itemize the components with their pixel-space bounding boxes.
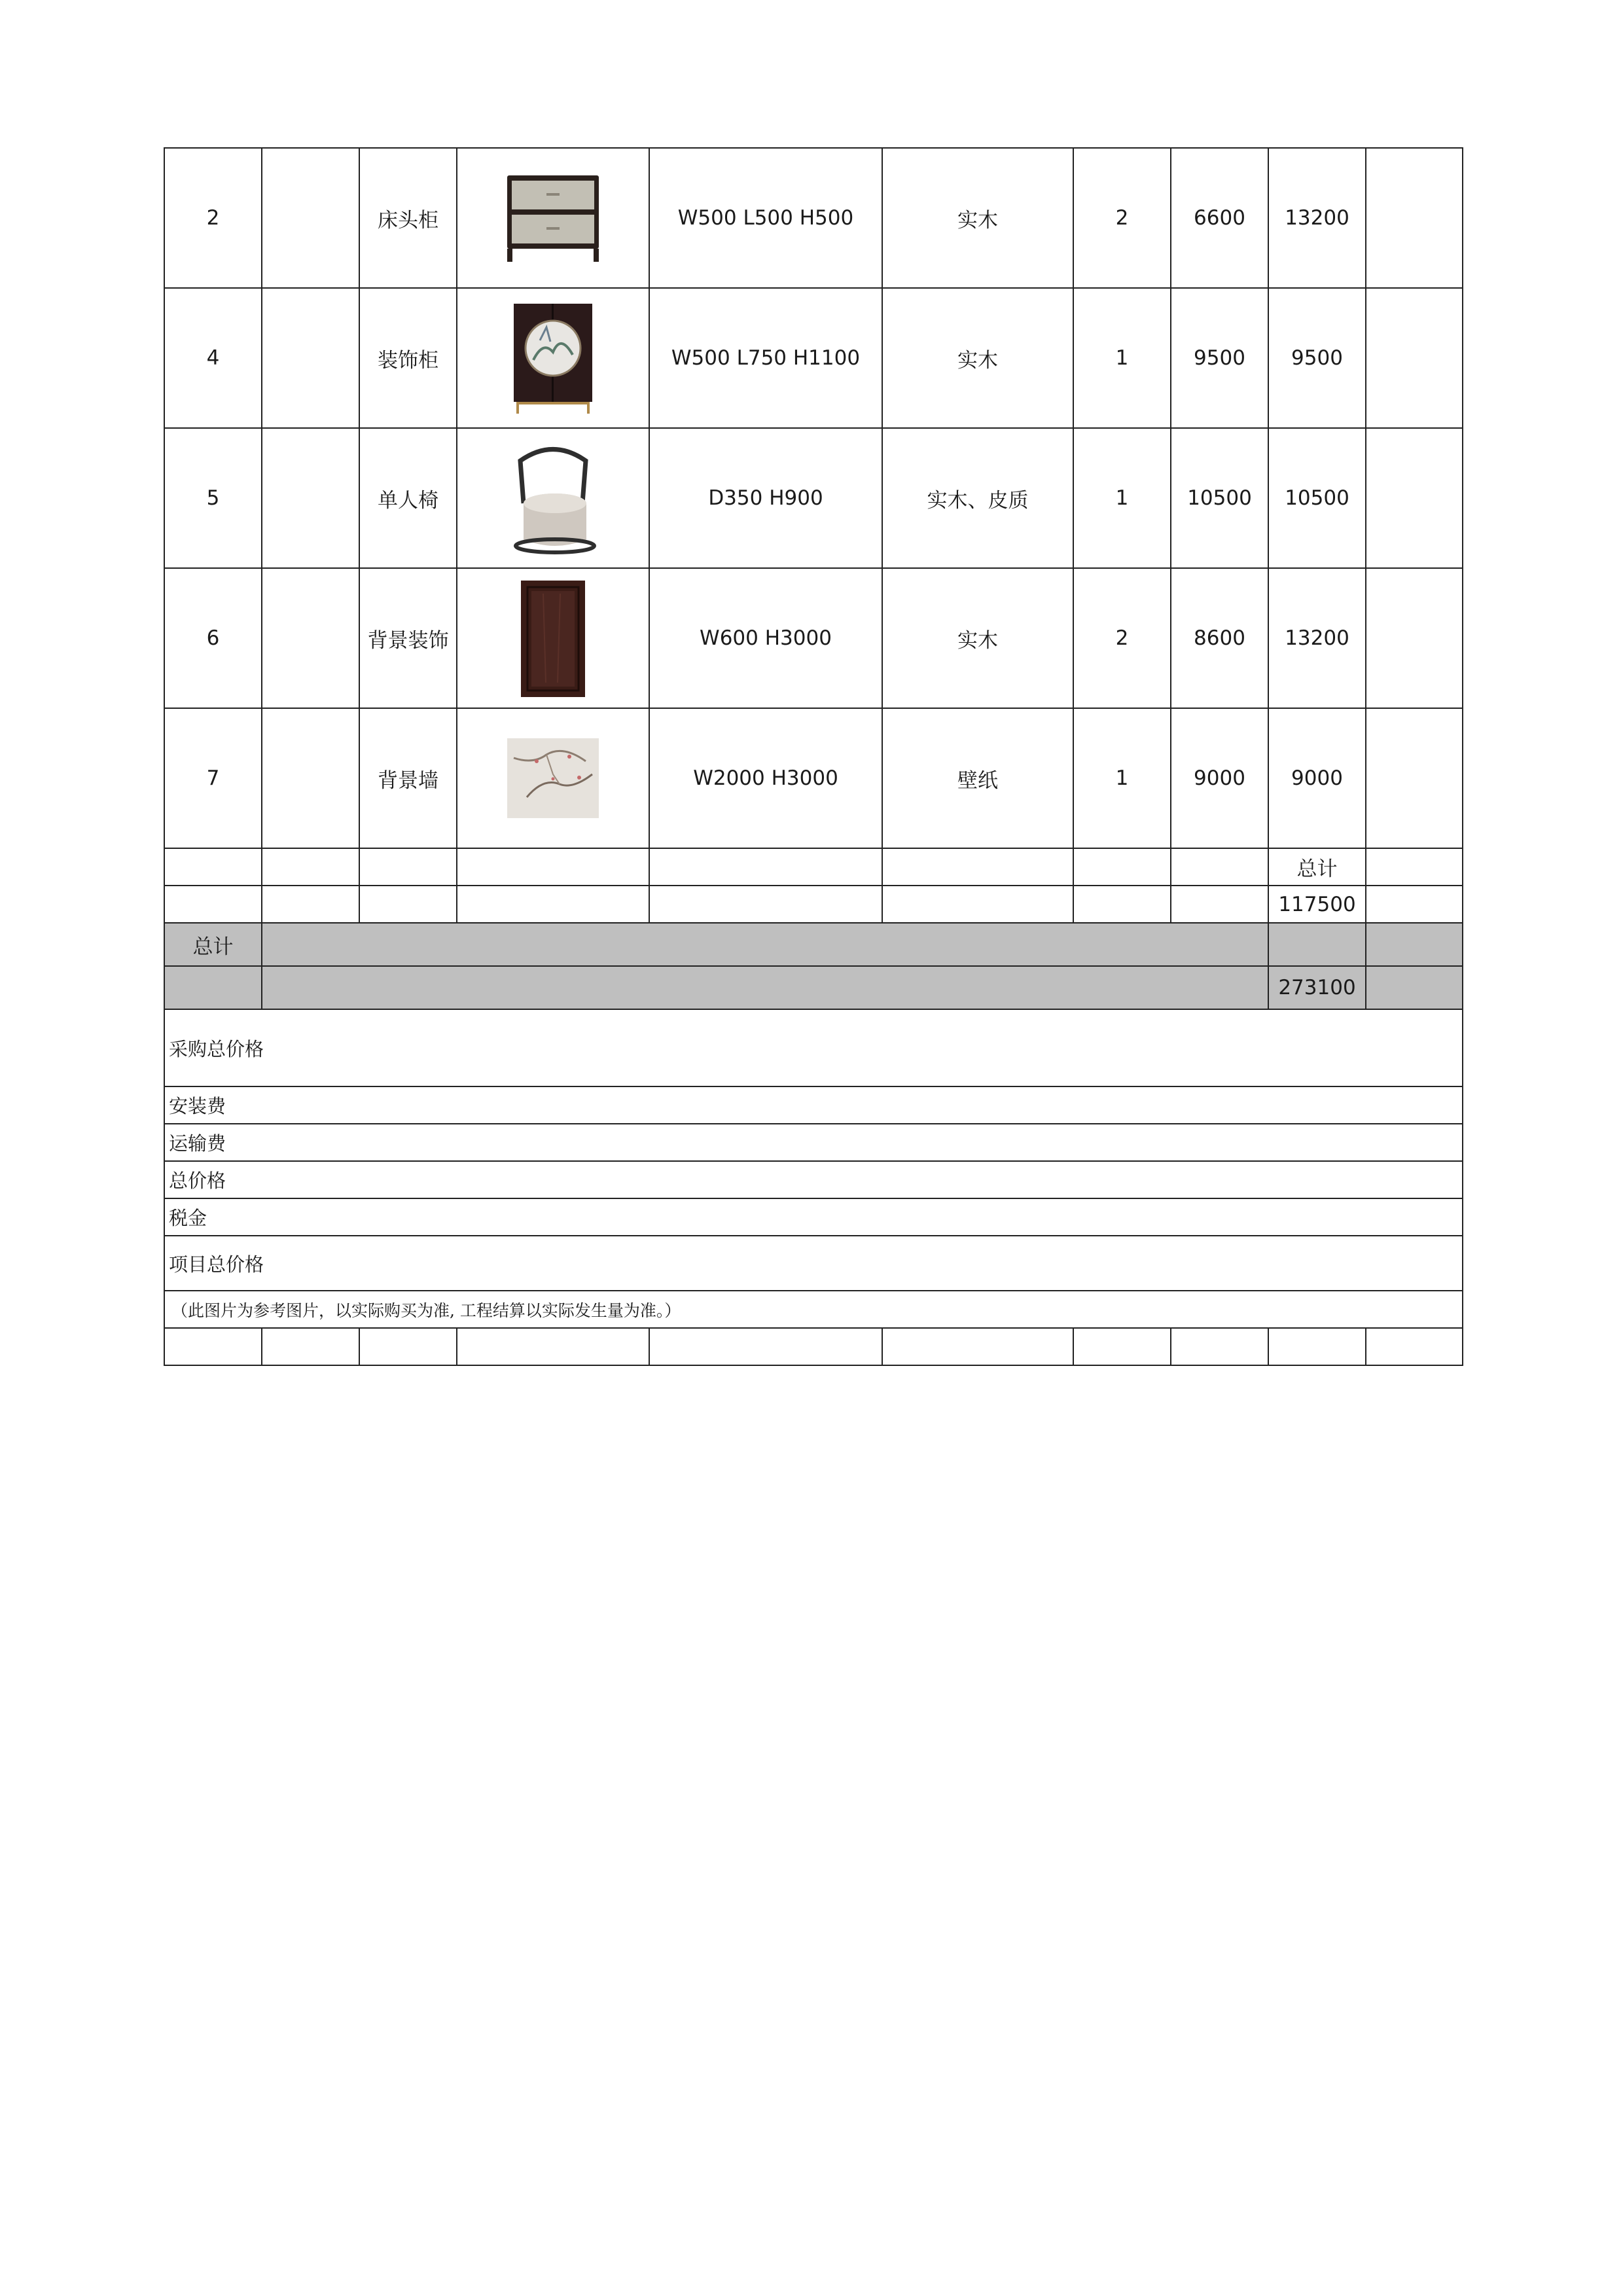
empty-cell (1366, 848, 1463, 886)
table-row (164, 428, 1463, 568)
grey-cell (164, 966, 262, 1009)
decorative-cabinet-image (507, 301, 599, 416)
empty-cell (457, 1328, 649, 1365)
item-image-cell (457, 708, 649, 848)
summary-row (164, 1198, 1463, 1236)
grand-total-value-row (164, 966, 1463, 1009)
item-unit-price: 10500 (1171, 428, 1268, 568)
empty-cell (262, 848, 359, 886)
item-quantity: 1 (1073, 428, 1171, 568)
empty-cell (359, 886, 457, 923)
table-row (164, 288, 1463, 428)
total-price-label: 总价格 (164, 1161, 1463, 1198)
empty-cell (1366, 886, 1463, 923)
item-quantity: 2 (1073, 568, 1171, 708)
item-material: 实木 (882, 288, 1073, 428)
grand-total-label-row (164, 923, 1463, 966)
empty-cell (1171, 1328, 1268, 1365)
summary-row (164, 1161, 1463, 1198)
reference-note: （此图片为参考图片，以实际购买为准, 工程结算以实际发生量为准。） (164, 1291, 1463, 1328)
item-name: 背景墙 (359, 708, 457, 848)
item-quantity: 1 (1073, 708, 1171, 848)
item-number: 2 (164, 148, 262, 288)
item-total: 10500 (1268, 428, 1366, 568)
item-material: 实木 (882, 148, 1073, 288)
installation-fee-label: 安装费 (164, 1086, 1463, 1124)
empty-cell (1073, 886, 1171, 923)
item-material: 壁纸 (882, 708, 1073, 848)
empty-cell (1171, 848, 1268, 886)
item-size: W500 L750 H1100 (649, 288, 882, 428)
item-number: 7 (164, 708, 262, 848)
subtotal-label-row (164, 848, 1463, 886)
table-row (164, 568, 1463, 708)
wallpaper-swatch-image (507, 738, 599, 818)
empty-cell (359, 1328, 457, 1365)
summary-row (164, 1086, 1463, 1124)
item-quantity: 2 (1073, 148, 1171, 288)
grey-cell (1366, 923, 1463, 966)
item-number: 4 (164, 288, 262, 428)
item-quantity: 1 (1073, 288, 1171, 428)
item-unit-price: 9000 (1171, 708, 1268, 848)
item-material: 实木、皮质 (882, 428, 1073, 568)
item-total: 9500 (1268, 288, 1366, 428)
item-name: 装饰柜 (359, 288, 457, 428)
empty-cell (164, 886, 262, 923)
summary-row (164, 1124, 1463, 1161)
empty-cell (1366, 428, 1463, 568)
item-image-cell (457, 428, 649, 568)
item-unit-price: 6600 (1171, 148, 1268, 288)
empty-cell (164, 848, 262, 886)
item-total: 9000 (1268, 708, 1366, 848)
item-name: 单人椅 (359, 428, 457, 568)
item-unit-price: 8600 (1171, 568, 1268, 708)
empty-cell (649, 848, 882, 886)
empty-cell (1366, 148, 1463, 288)
empty-cell (262, 288, 359, 428)
item-size: W600 H3000 (649, 568, 882, 708)
empty-cell (1366, 708, 1463, 848)
grand-total-label: 总计 (164, 923, 262, 966)
grey-span-cell (262, 966, 1268, 1009)
empty-cell (1268, 1328, 1366, 1365)
item-unit-price: 9500 (1171, 288, 1268, 428)
item-image-cell (457, 148, 649, 288)
grey-cell (1366, 966, 1463, 1009)
empty-cell (649, 886, 882, 923)
subtotal-value-row (164, 886, 1463, 923)
shipping-fee-label: 运输费 (164, 1124, 1463, 1161)
project-total-label: 项目总价格 (164, 1236, 1463, 1291)
empty-cell (262, 886, 359, 923)
item-size: D350 H900 (649, 428, 882, 568)
empty-cell (164, 1328, 262, 1365)
table-row (164, 708, 1463, 848)
subtotal-value: 117500 (1268, 886, 1366, 923)
summary-row (164, 1009, 1463, 1086)
item-name: 背景装饰 (359, 568, 457, 708)
item-material: 实木 (882, 568, 1073, 708)
note-row (164, 1291, 1463, 1328)
item-total: 13200 (1268, 148, 1366, 288)
item-name: 床头柜 (359, 148, 457, 288)
empty-cell (262, 428, 359, 568)
empty-cell (649, 1328, 882, 1365)
item-size: W500 L500 H500 (649, 148, 882, 288)
nightstand-image (504, 172, 602, 264)
grey-cell (1268, 923, 1366, 966)
empty-cell (882, 848, 1073, 886)
item-image-cell (457, 288, 649, 428)
subtotal-label: 总计 (1268, 848, 1366, 886)
empty-cell (1073, 848, 1171, 886)
empty-cell (262, 708, 359, 848)
empty-cell (1073, 1328, 1171, 1365)
empty-cell (457, 886, 649, 923)
table-row (164, 148, 1463, 288)
procurement-total-label: 采购总价格 (164, 1009, 1463, 1086)
empty-cell (1366, 568, 1463, 708)
empty-cell (882, 886, 1073, 923)
tax-label: 税金 (164, 1198, 1463, 1236)
wood-panel-image (517, 578, 589, 699)
quotation-table (164, 147, 1463, 1366)
empty-cell (359, 848, 457, 886)
empty-cell (457, 848, 649, 886)
grand-total-value: 273100 (1268, 966, 1366, 1009)
item-image-cell (457, 568, 649, 708)
item-number: 5 (164, 428, 262, 568)
armchair-image (504, 441, 602, 556)
item-total: 13200 (1268, 568, 1366, 708)
empty-cell (882, 1328, 1073, 1365)
summary-row (164, 1236, 1463, 1291)
empty-cell (1171, 886, 1268, 923)
empty-cell (262, 1328, 359, 1365)
empty-cell (262, 148, 359, 288)
item-size: W2000 H3000 (649, 708, 882, 848)
item-number: 6 (164, 568, 262, 708)
empty-cell (1366, 288, 1463, 428)
empty-row (164, 1328, 1463, 1365)
empty-cell (1366, 1328, 1463, 1365)
empty-cell (262, 568, 359, 708)
grey-span-cell (262, 923, 1268, 966)
